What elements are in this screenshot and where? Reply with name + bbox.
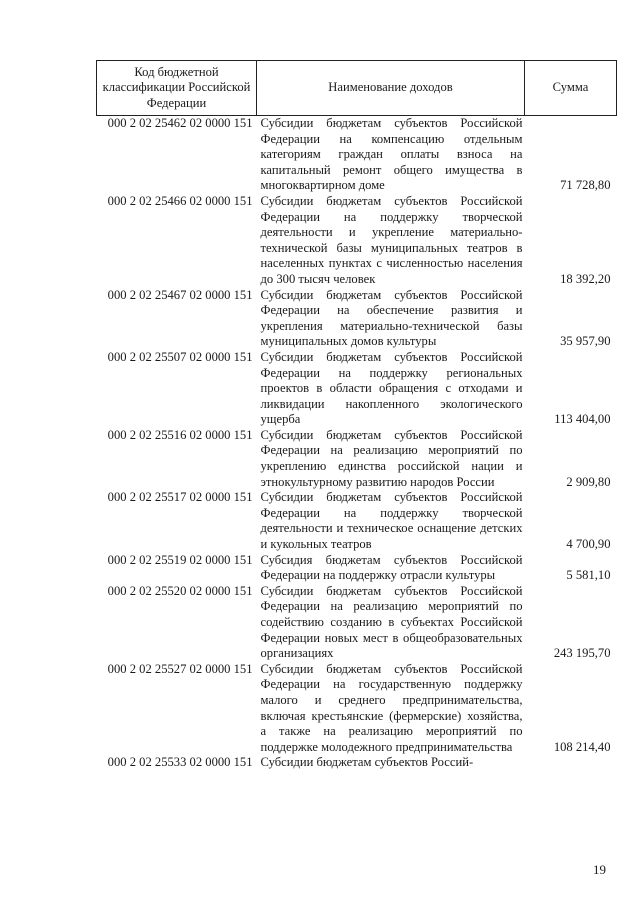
budget-income-table	[96, 60, 617, 771]
table-row	[97, 662, 617, 756]
row-name: Субсидия бюджетам субъектов Российской Федерации на поддержку отрасли культуры	[260, 552, 523, 583]
row-sum: 108 214,40	[553, 739, 611, 754]
header-code: Код бюджетной классификации Российской Федерации	[97, 61, 257, 116]
table-row	[97, 490, 617, 552]
table-row	[97, 194, 617, 288]
row-name: Субсидии бюджетам субъектов Российской Федерации на государственную поддержку малого и среднего предпринимательства, включая крестьянские (фермерские) хозяйства, а также на реализацию мероприятий по поддержке молодежного предпринимательства	[260, 661, 523, 754]
row-name: Субсидии бюджетам субъектов Российской Федерации на поддержку творческой деятельности и техническое оснащение детских и кукольных театров	[260, 490, 523, 552]
row-sum: 35 957,90	[560, 334, 611, 349]
row-sum: 71 728,80	[560, 178, 611, 193]
row-code: 000 2 02 25507 02 0000 151	[107, 349, 253, 364]
row-code: 000 2 02 25516 02 0000 151	[107, 427, 253, 442]
row-sum: 2 909,80	[566, 474, 611, 489]
row-name: Субсидии бюджетам субъектов Российской Федерации на поддержку творческой деятельности и укрепление материально-технической базы муниципальных театров в населенных пунктах с численностью населения до 300 тысяч человек	[260, 193, 523, 286]
row-name: Субсидии бюджетам субъектов Российской Федерации на компенсацию отдельным категориям граждан оплаты взноса на капитальный ремонт общего имущества в многоквартирном доме	[260, 116, 523, 193]
row-code: 000 2 02 25462 02 0000 151	[107, 116, 253, 130]
row-code: 000 2 02 25527 02 0000 151	[107, 661, 253, 676]
table-row	[97, 553, 617, 584]
table-row	[97, 755, 617, 771]
table-header	[97, 61, 617, 116]
row-sum: 243 195,70	[553, 646, 611, 661]
table-row	[97, 584, 617, 662]
row-code: 000 2 02 25517 02 0000 151	[107, 490, 253, 505]
row-name: Субсидии бюджетам субъектов Российской Федерации на реализацию мероприятий по содействию созданию в субъектах Российской Федерации новых мест в общеобразовательных организациях	[260, 583, 523, 661]
row-code: 000 2 02 25533 02 0000 151	[107, 755, 253, 770]
row-name: Субсидии бюджетам субъектов Российской Федерации на реализацию мероприятий по укреплению единства российской нации и этнокультурному развитию народов России	[260, 427, 523, 489]
table-row	[97, 116, 617, 194]
row-code: 000 2 02 25467 02 0000 151	[107, 287, 253, 302]
row-sum: 4 700,90	[566, 537, 611, 552]
row-sum: 18 392,20	[560, 271, 611, 286]
page-number: 19	[593, 862, 606, 877]
row-sum	[525, 755, 617, 771]
row-code: 000 2 02 25466 02 0000 151	[107, 193, 253, 208]
row-name: Субсидии бюджетам субъектов Россий-	[260, 755, 474, 770]
table-row	[97, 350, 617, 428]
row-name: Субсидии бюджетам субъектов Российской Федерации на поддержку региональных проектов в области обращения с отходами и ликвидации накопленного экологического ущерба	[260, 349, 523, 427]
row-sum: 113 404,00	[554, 412, 611, 427]
header-name: Наименование доходов	[257, 61, 525, 116]
header-sum: Сумма	[525, 61, 617, 116]
row-sum: 5 581,10	[566, 568, 611, 583]
table-row	[97, 288, 617, 350]
row-code: 000 2 02 25520 02 0000 151	[107, 583, 253, 598]
table-row	[97, 428, 617, 490]
row-code: 000 2 02 25519 02 0000 151	[107, 552, 253, 567]
row-name: Субсидии бюджетам субъектов Российской Федерации на обеспечение развития и укрепления материально-технической базы муниципальных домов культуры	[260, 287, 523, 349]
